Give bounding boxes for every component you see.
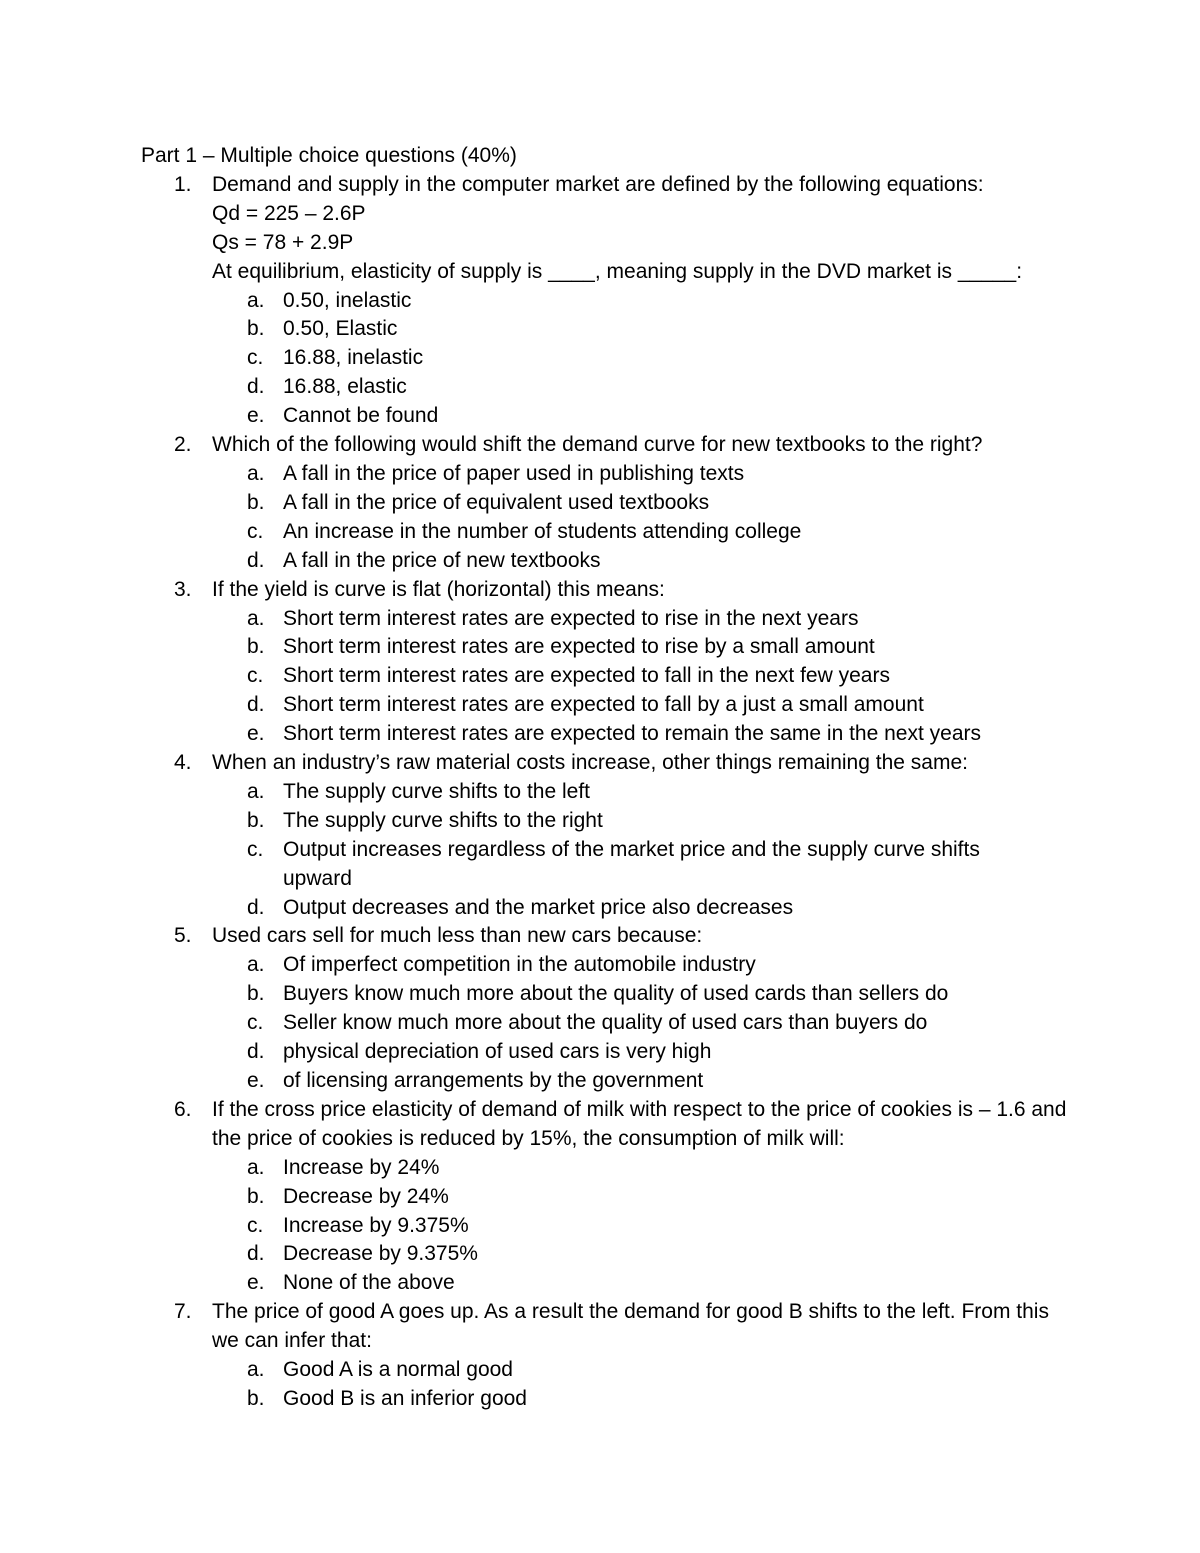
question-6	[141, 1096, 1071, 1298]
option-letter: a.	[247, 1155, 265, 1179]
option-letter: a.	[247, 288, 265, 312]
question-text: If the yield is curve is flat (horizontal) this means:	[212, 577, 665, 601]
answer-option	[212, 287, 1071, 316]
answer-option	[212, 402, 1071, 431]
option-text: Buyers know much more about the quality of used cards than sellers do	[283, 982, 949, 1006]
question-3	[141, 576, 1071, 749]
option-letter: e.	[247, 1069, 265, 1092]
option-text: Short term interest rates are expected to remain the same in the next years	[283, 722, 982, 746]
option-letter: a.	[247, 461, 265, 485]
answer-option	[212, 1240, 1071, 1269]
question-1	[141, 171, 1071, 431]
question-number: 5.	[174, 924, 192, 948]
answer-option	[212, 518, 1071, 547]
option-letter: b.	[247, 1184, 265, 1208]
answer-option	[212, 951, 1071, 980]
option-text: of licensing arrangements by the government	[283, 1069, 704, 1092]
option-text: 16.88, inelastic	[283, 346, 424, 370]
answer-option	[212, 1009, 1071, 1038]
option-text: 16.88, elastic	[283, 375, 407, 399]
option-letter: b.	[247, 808, 265, 832]
option-text: A fall in the price of new textbooks	[283, 548, 601, 572]
option-letter: b.	[247, 490, 265, 514]
answer-options	[212, 460, 1071, 576]
option-letter: b.	[247, 635, 265, 659]
answer-option	[212, 547, 1071, 576]
option-letter: a.	[247, 779, 265, 803]
answer-options	[212, 287, 1071, 432]
question-7	[141, 1298, 1071, 1414]
option-text: None of the above	[283, 1271, 455, 1295]
question-text: The price of good A goes up. As a result the demand for good B shifts to the left. From this we can infer that:	[212, 1300, 1049, 1353]
option-letter: e.	[247, 1271, 265, 1295]
answer-option	[212, 691, 1071, 720]
answer-option	[212, 1356, 1071, 1385]
option-text: Short term interest rates are expected to fall in the next few years	[283, 664, 890, 688]
answer-option	[212, 1269, 1071, 1298]
option-letter: d.	[247, 1242, 265, 1266]
answer-option	[212, 720, 1071, 749]
question-text: If the cross price elasticity of demand of milk with respect to the price of cookies is – 1.6 and the price of cookies is reduced by 15%, the consumption of milk will:	[212, 1097, 1067, 1150]
question-number: 4.	[174, 751, 192, 775]
question-text: Used cars sell for much less than new cars because:	[212, 924, 703, 948]
option-text: The supply curve shifts to the left	[283, 779, 590, 803]
question-number: 1.	[174, 172, 192, 196]
answer-options	[212, 1154, 1071, 1299]
option-letter: b.	[247, 317, 265, 341]
option-letter: d.	[247, 895, 265, 919]
option-text: Output increases regardless of the market price and the supply curve shifts upward	[283, 837, 980, 890]
option-text: A fall in the price of paper used in publishing texts	[283, 461, 745, 485]
option-text: Short term interest rates are expected to rise in the next years	[283, 606, 859, 630]
question-number: 3.	[174, 577, 192, 601]
question-4	[141, 749, 1071, 922]
answer-option	[212, 460, 1071, 489]
answer-option	[212, 633, 1071, 662]
option-text: Good A is a normal good	[283, 1358, 513, 1382]
option-letter: c.	[247, 346, 264, 370]
question-text: Which of the following would shift the demand curve for new textbooks to the right?	[212, 433, 983, 457]
option-text: Cannot be found	[283, 404, 439, 428]
answer-option	[212, 662, 1071, 691]
answer-option	[212, 807, 1071, 836]
option-text: Short term interest rates are expected to rise by a small amount	[283, 635, 875, 659]
option-letter: d.	[247, 548, 265, 572]
answer-options	[212, 778, 1071, 923]
answer-option	[212, 605, 1071, 634]
option-text: physical depreciation of used cars is very high	[283, 1040, 712, 1064]
answer-option	[212, 1183, 1071, 1212]
question-text: Qs = 78 + 2.9P	[212, 230, 354, 254]
option-text: 0.50, Elastic	[283, 317, 398, 341]
option-text: The supply curve shifts to the right	[283, 808, 603, 832]
question-text: When an industry’s raw material costs increase, other things remaining the same:	[212, 751, 968, 775]
option-letter: b.	[247, 1386, 265, 1410]
option-text: Of imperfect competition in the automobile industry	[283, 953, 756, 977]
option-text: Good B is an inferior good	[283, 1386, 527, 1410]
answer-option	[212, 894, 1071, 923]
question-5	[141, 922, 1071, 1095]
answer-option	[212, 315, 1071, 344]
option-letter: d.	[247, 1040, 265, 1064]
option-letter: e.	[247, 722, 265, 746]
answer-option	[212, 1038, 1071, 1067]
answer-option	[212, 344, 1071, 373]
answer-option	[212, 1154, 1071, 1183]
option-text: Decrease by 9.375%	[283, 1242, 478, 1266]
question-number: 2.	[174, 433, 192, 457]
option-text: Decrease by 24%	[283, 1184, 449, 1208]
answer-option	[212, 778, 1071, 807]
question-text: At equilibrium, elasticity of supply is ____, meaning supply in the DVD market is _____:	[212, 259, 1023, 283]
answer-option	[212, 1385, 1071, 1414]
question-list	[141, 171, 1071, 1414]
answer-options	[212, 1356, 1071, 1414]
section-heading: Part 1 – Multiple choice questions (40%)	[141, 144, 517, 167]
question-number: 6.	[174, 1097, 192, 1121]
option-text: Seller know much more about the quality of used cars than buyers do	[283, 1011, 928, 1035]
question-text: Demand and supply in the computer market are defined by the following equations:	[212, 172, 984, 196]
option-text: Output decreases and the market price also decreases	[283, 895, 794, 919]
question-2	[141, 431, 1071, 576]
answer-option	[212, 373, 1071, 402]
option-letter: e.	[247, 404, 265, 428]
answer-option	[212, 980, 1071, 1009]
option-letter: a.	[247, 606, 265, 630]
option-text: Increase by 24%	[283, 1155, 440, 1179]
option-letter: c.	[247, 837, 264, 861]
option-letter: b.	[247, 982, 265, 1006]
question-number: 7.	[174, 1300, 192, 1324]
answer-option	[212, 1212, 1071, 1241]
option-letter: c.	[247, 519, 264, 543]
answer-option	[212, 836, 1071, 894]
answer-options	[212, 605, 1071, 750]
answer-options	[212, 951, 1071, 1096]
option-letter: a.	[247, 1358, 265, 1382]
option-text: Increase by 9.375%	[283, 1213, 469, 1237]
option-text: An increase in the number of students attending college	[283, 519, 802, 543]
option-text: A fall in the price of equivalent used textbooks	[283, 490, 710, 514]
answer-option	[212, 1067, 1071, 1096]
option-letter: c.	[247, 664, 264, 688]
option-letter: c.	[247, 1011, 264, 1035]
option-letter: a.	[247, 953, 265, 977]
option-letter: c.	[247, 1213, 264, 1237]
option-letter: d.	[247, 375, 265, 399]
document-content	[141, 142, 1071, 1414]
option-text: 0.50, inelastic	[283, 288, 412, 312]
answer-option	[212, 489, 1071, 518]
option-letter: d.	[247, 693, 265, 717]
question-text: Qd = 225 – 2.6P	[212, 201, 366, 225]
option-text: Short term interest rates are expected to fall by a just a small amount	[283, 693, 924, 717]
